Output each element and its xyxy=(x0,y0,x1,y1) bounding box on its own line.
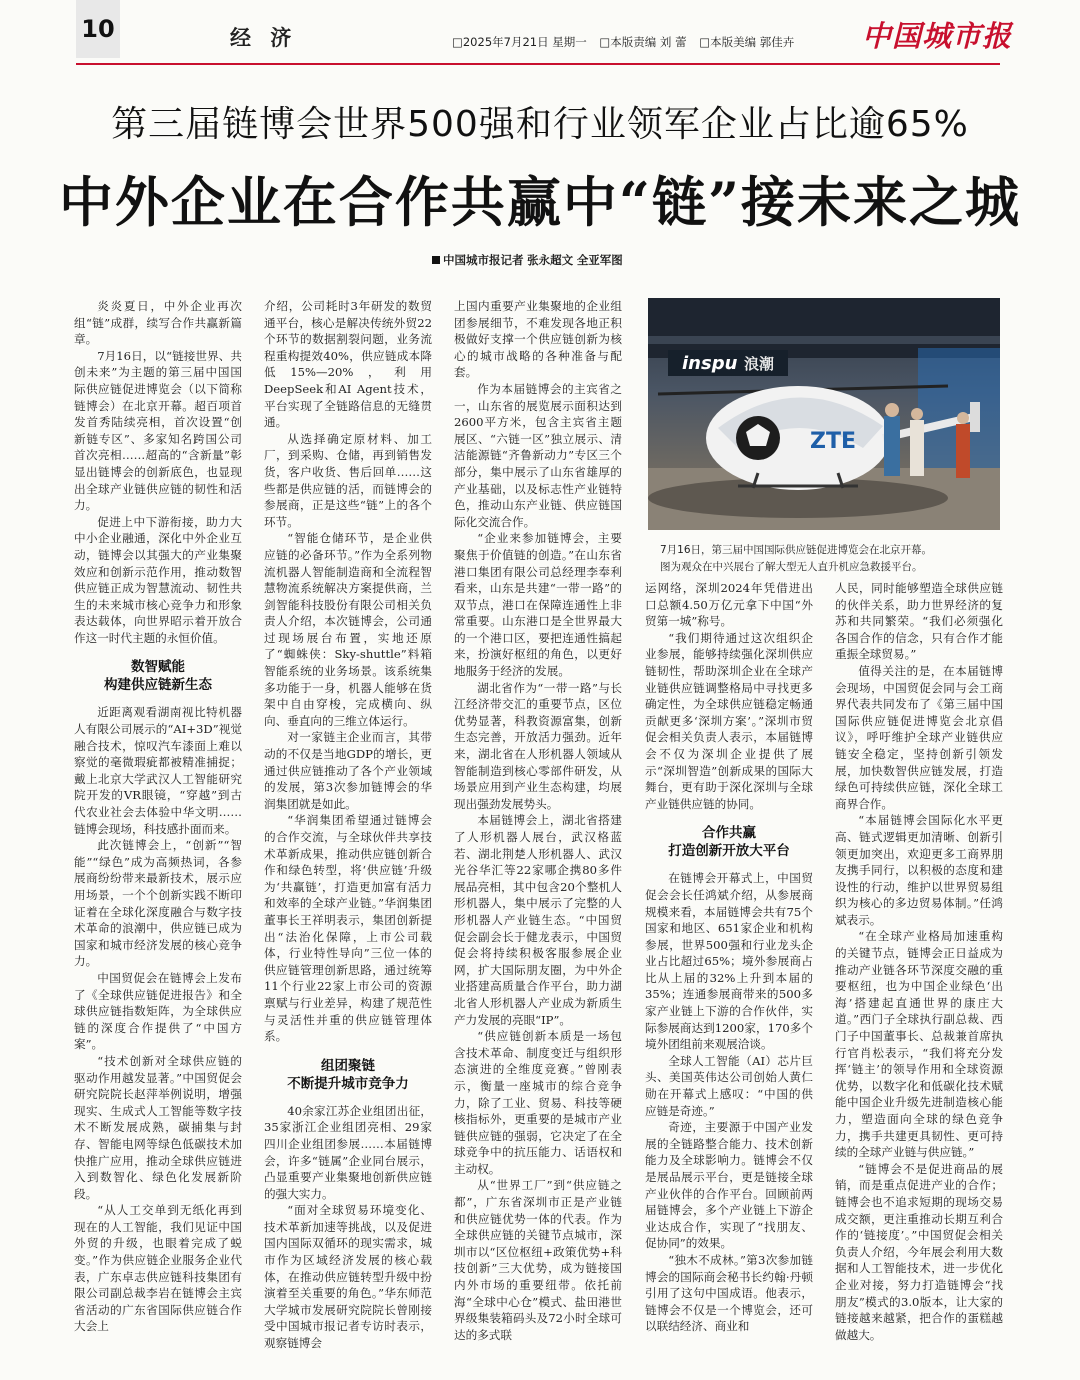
paragraph: 近距离观看湖南视比特机器人有限公司展示的“AI+3D”视觉融合技术，惊叹汽车漆面上难以察觉的毫微瑕疵都被精准捕捉；戴上北京大学武汉人工智能研究院开发的VR眼镜，“穿越”到古代农业社会去体验中华文明……链博会现场，科技感扑面而来。 xyxy=(74,705,242,836)
issue-date: □2025年7月21日 星期一 xyxy=(452,35,587,49)
paragraph: 7月16日，以“链接世界、共创未来”为主题的第三届中国国际供应链促进博览会（以下简称链博会）在北京开幕。超百项首发首秀陆续亮相，首次设置“创新链专区”、多家知名跨国公司首次亮相……超高的“含新量”彰显出链博会的创新底色，也显现出全球产业链供应链的韧性和活力。 xyxy=(74,348,242,513)
paragraph: 介绍，公司耗时3年研发的数贸通平台，核心是解决传统外贸22个环节的数据割裂问题，业务流程重构提效40%，供应链成本降低15%—20%，利用DeepSeek和AI Agent技术，平台实现了全链路信息的无缝贯通。 xyxy=(264,299,432,430)
paragraph: 上国内重要产业集聚地的企业组团参展细节，不难发现各地正积极做好支撑一个供应链创新为核心的城市战略的各种准备与配套。 xyxy=(454,299,622,380)
paragraph: 此次链博会上，“创新”“智能”“绿色”成为高频热词，各参展商纷纷带来最新技术，展示应用场景，一个个创新实践不断印证着在全球化深度融合与数字技术革命的浪潮中，供应链已成为国家和城市经济发展的核心竞争力。 xyxy=(74,838,242,969)
paragraph: 运网络，深圳2024年凭借进出口总额4.50万亿元拿下中国“外贸第一城”称号。 xyxy=(645,581,813,629)
page-editor: □本版责编 刘 蕾 xyxy=(599,35,687,49)
page-designer: □本版美编 郭佳卉 xyxy=(699,35,795,49)
sign-inspur-cn: 浪潮 xyxy=(744,355,775,373)
section-title: 经 济 xyxy=(230,26,298,50)
paragraph: 奇迹，主要源于中国产业发展的全链路整合能力、技术创新能力及全球影响力。链博会不仅是展品展示平台，更是链接全球产业伙伴的合作平台。回顾前两届链博会，多个产业链上下游企业达成合作，实现了“找朋友、促协同”的效果。 xyxy=(645,1120,813,1251)
paragraph: 促进上中下游衔接，助力大中小企业融通，深化中外企业互动，链博会以其强大的产业集聚效应和创新示范作用，推动数智供应链正成为智慧流动、韧性共生的未来城市核心竞争力和形象表达载体，向世界昭示着开放合作这一时代主题的永恒价值。 xyxy=(74,514,242,645)
paragraph: “在全球产业格局加速重构的关键节点，链博会正日益成为推动产业链各环节深度交融的重要枢纽，也为中国企业绿色‘出海’搭建起直通世界的康庄大道。”西门子全球执行副总裁、西门子中国董事长、总裁兼首席执行官肖松表示，“我们将充分发挥‘链主’的领导作用和全球资源优势，以数字化和低碳化技术赋能中国企业升级先进制造核心能力，塑造面向全球的绿色竞争力，携手共建更具韧性、更可持续的全球产业链与供应链。” xyxy=(835,929,1003,1160)
paragraph: 值得关注的是，在本届链博会现场，中国贸促会同与会工商界代表共同发布了《第三届中国国际供应链促进博览会北京倡议》，呼吁维护全球产业链供应链安全稳定，坚持创新引领发展，加快数智供应链发展，打造绿色可持续供应链，深化全球工商界合作。 xyxy=(835,663,1003,811)
section-heading: 合作共赢 打造创新开放大平台 xyxy=(668,825,790,860)
paragraph: 炎炎夏日，中外企业再次组“链”成群，续写合作共赢新篇章。 xyxy=(74,299,242,347)
paragraph: “供应链创新本质是一场包含技术革命、制度变迁与组织形态演进的全维度竞赛。”曾刚表示，衡量一座城市的综合竞争力，除了工业、贸易、科技等硬核指标外，更重要的是城市产业链供应链的强弱，它决定了在全球竞争中的抗压能力、话语权和主动权。 xyxy=(454,1029,622,1176)
paragraph: 湖北省作为“一带一路”与长江经济带交汇的重要节点，区位优势显著，科教资源富集，创新生态完善，开放活力强劲。近年来，湖北省在人形机器人领域从智能制造到核心零部件研发，从场景应用到产业生态构建，均展现出强劲发展势头。 xyxy=(454,680,622,811)
paragraph: “独木不成林。”第3次参加链博会的国际商会秘书长约翰·丹顿引用了这句中国成语。他表示，链博会不仅是一个博览会，还可以联结经济、商业和 xyxy=(645,1252,813,1334)
page-number: 10 xyxy=(76,0,120,58)
section-heading: 数智赋能 构建供应链新生态 xyxy=(104,659,212,694)
paragraph: “技术创新对全球供应链的驱动作用越发显著。”中国贸促会研究院院长赵萍举例说明，增强现实、生成式人工智能等数字技术不断发展成熟，碳捕集与封存、智能电网等绿色低碳技术加快推广应用，推动全球供应链进入到数智化、绿色化发展新阶段。 xyxy=(74,1053,242,1201)
newspaper-logo: 中国城市报 xyxy=(862,19,1013,53)
news-photo xyxy=(648,298,1000,530)
caption-line: 图为观众在中兴展台了解大型无人直升机应急救援平台。 xyxy=(660,561,923,573)
drone-brand: ZTE xyxy=(810,429,856,454)
paragraph: 在链博会开幕式上，中国贸促会会长任鸿斌介绍，从参展商规模来看，本届链博会共有75个国家和地区、651家企业和机构参展，世界500强和行业龙头企业占比超过65%；境外参展商占比从上届的32%上升到本届的35%；连通参展商带来的500多家产业链上下游的合作伙伴，实际参展商达到1200家，170多个境外团组前来观展洽谈。 xyxy=(645,871,813,1052)
subheadline: 第三届链博会世界500强和行业领军企业占比逾65% xyxy=(111,104,969,145)
sign-inspur: inspu xyxy=(682,353,738,374)
paragraph: “面对全球贸易环境变化、技术革新加速等挑战，以及促进国内国际双循环的现实需求，城市作为区域经济发展的核心载体，在推动供应链转型升级中扮演着至关重要的角色。”华东师范大学城市发展研究院院长曾刚接受中国城市报记者专访时表示，观察链博会 xyxy=(264,1203,432,1351)
paragraph: 中国贸促会在链博会上发布了《全球供应链促进报告》和全球供应链指数矩阵，为全球供应链的深度合作提供了“中国方案”。 xyxy=(74,970,242,1052)
reporter-label: 中国城市报记者 xyxy=(443,253,524,267)
paragraph: “智能仓储环节，是企业供应链的必备环节。”作为全系列物流机器人智能制造商和全流程智慧物流系统解决方案提供商，兰剑智能科技股份有限公司相关负责人介绍，本次链博会，公司通过现场展台布置，实地还原了“蜘蛛侠：Sky-shuttle”料箱智能系统的业务场景。该系统集多功能于一身，机器人能够在货架中自由穿梭，完成横向、纵向、垂直向的三维立体运行。 xyxy=(264,531,432,728)
paragraph: “链博会不是促进商品的展销，而是重点促进产业的合作；链博会也不追求短期的现场交易成交额，更注重推动长期互利合作的‘链接度’。”中国贸促会相关负责人介绍，今年展会利用大数据和人工智能技术，进一步优化企业对接，努力打造链博会“找朋友”模式的3.0版本，让大家的链接越来越紧，把合作的蛋糕越做越大。 xyxy=(835,1161,1003,1342)
header-rule xyxy=(76,63,1000,65)
paragraph: 40余家江苏企业组团出征，35家浙江企业组团亮相、29家四川企业组团参展……本届链博会，许多“链属”企业同台展示，凸显重要产业集聚地创新供应链的强大实力。 xyxy=(264,1103,432,1201)
main-headline: 中外企业在合作共赢中“链”接未来之城 xyxy=(58,170,1022,234)
section-heading: 组团聚链 不断提升城市竞争力 xyxy=(287,1057,409,1092)
bullet-square-icon xyxy=(432,256,440,264)
dateline xyxy=(452,34,803,50)
paragraph: 从“世界工厂”到“供应链之都”，广东省深圳市正是产业链和供应链优势一体的代表。作为全球供应链的关键节点城市，深圳市以“区位枢纽+政策优势+科技创新”三大优势，成为链接国内外市场的重要纽带。依托前海“全球中心仓”模式、盐田港世界级集装箱码头及72小时全球可达的多式联 xyxy=(454,1178,622,1342)
reporter-name: 张永超文 xyxy=(527,253,574,267)
article-column-1 xyxy=(74,298,242,1380)
paragraph: 从选择确定原材料、加工厂，到采购、仓储，再到销售发货，客户收货、售后回单……这些都是供应链的活，而链博会的参展商，正是这些“链”上的各个环节。 xyxy=(264,431,432,529)
paragraph: 对一家链主企业而言，其带动的不仅是当地GDP的增长，更通过供应链推动了各个产业领域的发展，第3次参加链博会的华润集团就是如此。 xyxy=(264,730,432,811)
paragraph: “本届链博会国际化水平更高、链式逻辑更加清晰、创新引领更加突出，欢迎更多工商界朋友携手同行，以积极的态度和建设性的行动，维护以世界贸易组织为核心的多边贸易体制。”任鸿斌表示。 xyxy=(835,813,1003,927)
paragraph: “从人工交单到无纸化再到现在的人工智能，我们见证中国外贸的升级，也眼着完成了蜕变。”作为供应链企业服务企业代表，广东卓志供应链科技集团有限公司副总裁李岩在链博会主宾省活动的广东省国际供应链合作大会上 xyxy=(74,1203,242,1334)
article-column-2 xyxy=(264,298,432,1380)
drone-exhibit-illustration xyxy=(648,298,1000,530)
article-column-3 xyxy=(454,298,622,1380)
article-column-5 xyxy=(835,580,1003,1380)
paragraph: “华润集团希望通过链博会的合作交流，与全球伙伴共享技术革新成果，推动供应链创新合作和绿色转型，将‘供应链’升级为‘共赢链’，打造更加富有活力和效率的全球产业链。”华润集团董事长王祥明表示，集团创新提出“法治化保障，上市公司载体，行业特性导向”三位一体的供应链管理创新思路，通过统筹11个行业22家上市公司的资源禀赋与行业差异，构建了规范性与灵活性并重的供应链管理体系。 xyxy=(264,813,432,1044)
byline xyxy=(432,252,623,268)
caption-line: 7月16日，第三届中国国际供应链促进博览会在北京开幕。 xyxy=(660,544,933,556)
article-column-4 xyxy=(645,580,813,1380)
paragraph: 本届链博会上，湖北省搭建了人形机器人展台，武汉格蓝若、湖北荆楚人形机器人、武汉光谷华汇等22家哪企携80多件展品亮相，其中包含20个整机人形机器人，集中展示了完整的人形机器人产业链生态。“中国贸促会副会长于健龙表示，中国贸促会将持续积极客服参展企业网，扩大国际朋友圈，为中外企业搭建高质量合作平台，助力湖北省人形机器人产业成为新质生产力发展的亮眼“IP”。 xyxy=(454,813,622,1027)
paragraph: 全球人工智能（AI）芯片巨头、美国英伟达公司创始人黄仁勋在开幕式上感叹：“中国的供应链是奇迹。” xyxy=(645,1053,813,1118)
paragraph: “企业来参加链博会，主要聚焦于价值链的创造。”在山东省港口集团有限公司总经理李奉利看来，山东是共建“一带一路”的双节点，港口在保障连通性上非常重要。山东港口是全世界最大的一个港口区，要把连通性搞起来，扮演好枢纽的角色，以更好地服务于经济的发展。 xyxy=(454,531,622,679)
paragraph: 作为本届链博会的主宾省之一，山东省的展览展示面积达到2600平方米，包含主宾省主题展区、“六链一区”独立展示、清洁能源链“齐鲁新动力”专区三个部分，集中展示了山东省雄厚的产业基础，以及标志性产业链特色，推动山东产业链、供应链国际化交流合作。 xyxy=(454,381,622,529)
photographer-name: 全亚军图 xyxy=(576,253,623,267)
photo-caption xyxy=(660,542,1000,576)
paragraph: 人民，同时能够塑造全球供应链的伙伴关系，助力世界经济的复苏和共同繁荣。“我们必须强化各国合作的信念，只有合作才能重振全球贸易。” xyxy=(835,581,1003,662)
paragraph: “我们期待通过这次组织企业参展，能够持续强化深圳供应链韧性，帮助深圳企业在全球产业链供应链调整格局中寻找更多确定性，为全球供应链稳定畅通贡献更多‘深圳方案’。”深圳市贸促会相关负责人表示，本届链博会不仅为深圳企业提供了展示“深圳智造”创新成果的国际大舞台，更有助于深化深圳与全球产业链供应链的协同。 xyxy=(645,630,813,811)
